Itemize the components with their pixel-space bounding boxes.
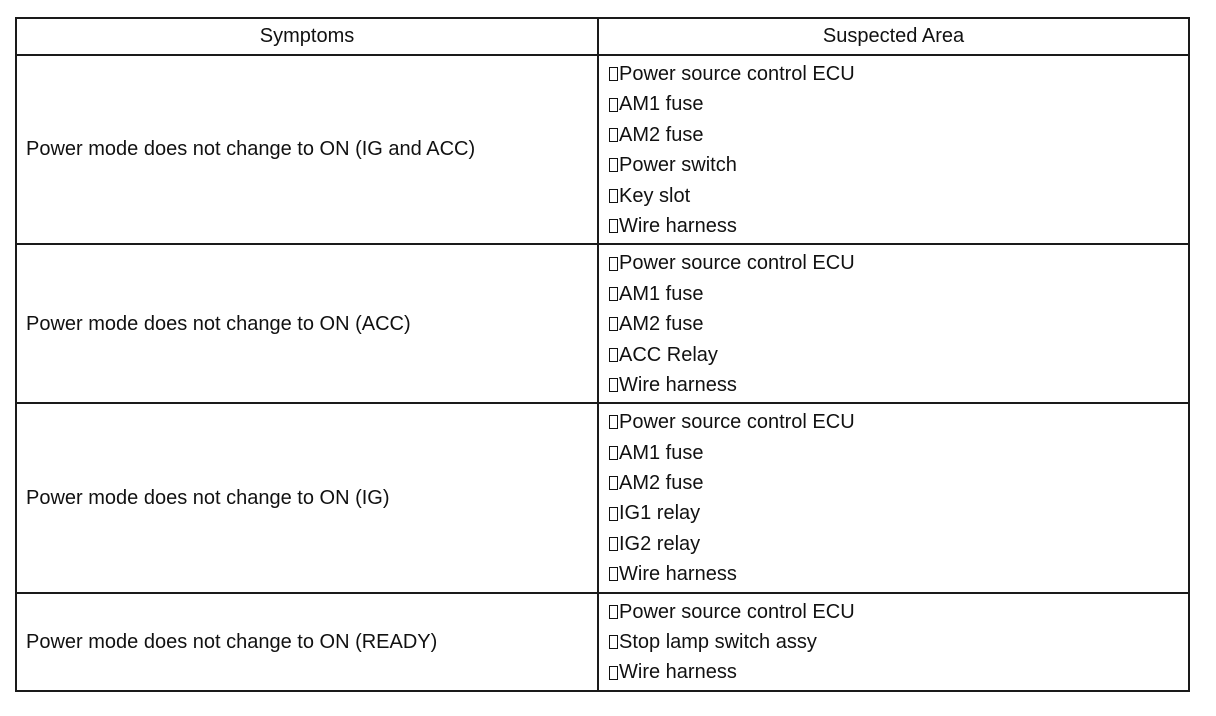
symptom-cell: Power mode does not change to ON (READY) <box>16 593 598 691</box>
checkbox-icon <box>609 415 618 429</box>
suspected-area-cell <box>598 593 1189 691</box>
checkbox-icon <box>609 378 618 392</box>
suspected-area-cell <box>598 55 1189 244</box>
list-item <box>609 248 1188 278</box>
area-label: Key slot <box>619 184 691 207</box>
symptom-cell: Power mode does not change to ON (IG) <box>16 403 598 592</box>
checkbox-icon <box>609 666 618 680</box>
symptom-table <box>15 17 1190 692</box>
checkbox-icon <box>609 189 618 203</box>
list-item <box>609 438 1188 468</box>
symptom-cell: Power mode does not change to ON (ACC) <box>16 244 598 403</box>
area-label: Stop lamp switch assy <box>619 631 817 654</box>
area-label: AM2 fuse <box>619 472 704 495</box>
area-label: Wire harness <box>619 661 737 684</box>
table-row <box>16 55 1189 244</box>
list-item <box>609 89 1188 119</box>
list-item <box>609 468 1188 498</box>
checkbox-icon <box>609 537 618 551</box>
table-header-row <box>16 18 1189 55</box>
list-item <box>609 279 1188 309</box>
list-item <box>609 370 1188 400</box>
symptom-table-container <box>15 17 1188 692</box>
list-item <box>609 340 1188 370</box>
area-label: Power switch <box>619 154 737 177</box>
area-label: AM1 fuse <box>619 93 704 116</box>
checkbox-icon <box>609 317 618 331</box>
area-label: AM1 fuse <box>619 441 704 464</box>
checkbox-icon <box>609 219 618 233</box>
list-item <box>609 211 1188 241</box>
checkbox-icon <box>609 567 618 581</box>
area-label: IG1 relay <box>619 502 701 525</box>
area-label: AM2 fuse <box>619 123 704 146</box>
area-label: Power source control ECU <box>619 63 855 85</box>
area-label: Wire harness <box>619 214 737 237</box>
list-item <box>609 529 1188 559</box>
area-label: IG2 relay <box>619 532 701 555</box>
list-item <box>609 150 1188 180</box>
symptom-cell: Power mode does not change to ON (IG and ACC) <box>16 55 598 244</box>
list-item <box>609 59 1188 89</box>
area-label: ACC Relay <box>619 343 718 366</box>
area-label: Power source control ECU <box>619 252 855 275</box>
header-suspected-area: Suspected Area <box>598 18 1189 55</box>
table-row <box>16 403 1189 592</box>
checkbox-icon <box>609 158 618 172</box>
list-item <box>609 309 1188 339</box>
checkbox-icon <box>609 348 618 362</box>
checkbox-icon <box>609 67 618 81</box>
suspected-area-cell <box>598 403 1189 592</box>
list-item <box>609 498 1188 528</box>
checkbox-icon <box>609 257 618 271</box>
list-item <box>609 657 1188 687</box>
checkbox-icon <box>609 507 618 521</box>
suspected-area-cell <box>598 244 1189 403</box>
list-item <box>609 407 1188 437</box>
checkbox-icon <box>609 446 618 460</box>
checkbox-icon <box>609 476 618 490</box>
area-label: Wire harness <box>619 563 737 586</box>
checkbox-icon <box>609 605 618 619</box>
area-label: Wire harness <box>619 373 737 396</box>
list-item <box>609 627 1188 657</box>
list-item <box>609 559 1188 589</box>
area-label: AM2 fuse <box>619 313 704 336</box>
checkbox-icon <box>609 128 618 142</box>
table-row <box>16 593 1189 691</box>
area-label: Power source control ECU <box>619 411 855 434</box>
checkbox-icon <box>609 287 618 301</box>
list-item <box>609 597 1188 627</box>
table-row <box>16 244 1189 403</box>
list-item <box>609 120 1188 150</box>
header-symptoms: Symptoms <box>16 18 598 55</box>
list-item <box>609 181 1188 211</box>
checkbox-icon <box>609 98 618 112</box>
area-label: AM1 fuse <box>619 282 704 305</box>
area-label: Power source control ECU <box>619 600 855 623</box>
checkbox-icon <box>609 635 618 649</box>
